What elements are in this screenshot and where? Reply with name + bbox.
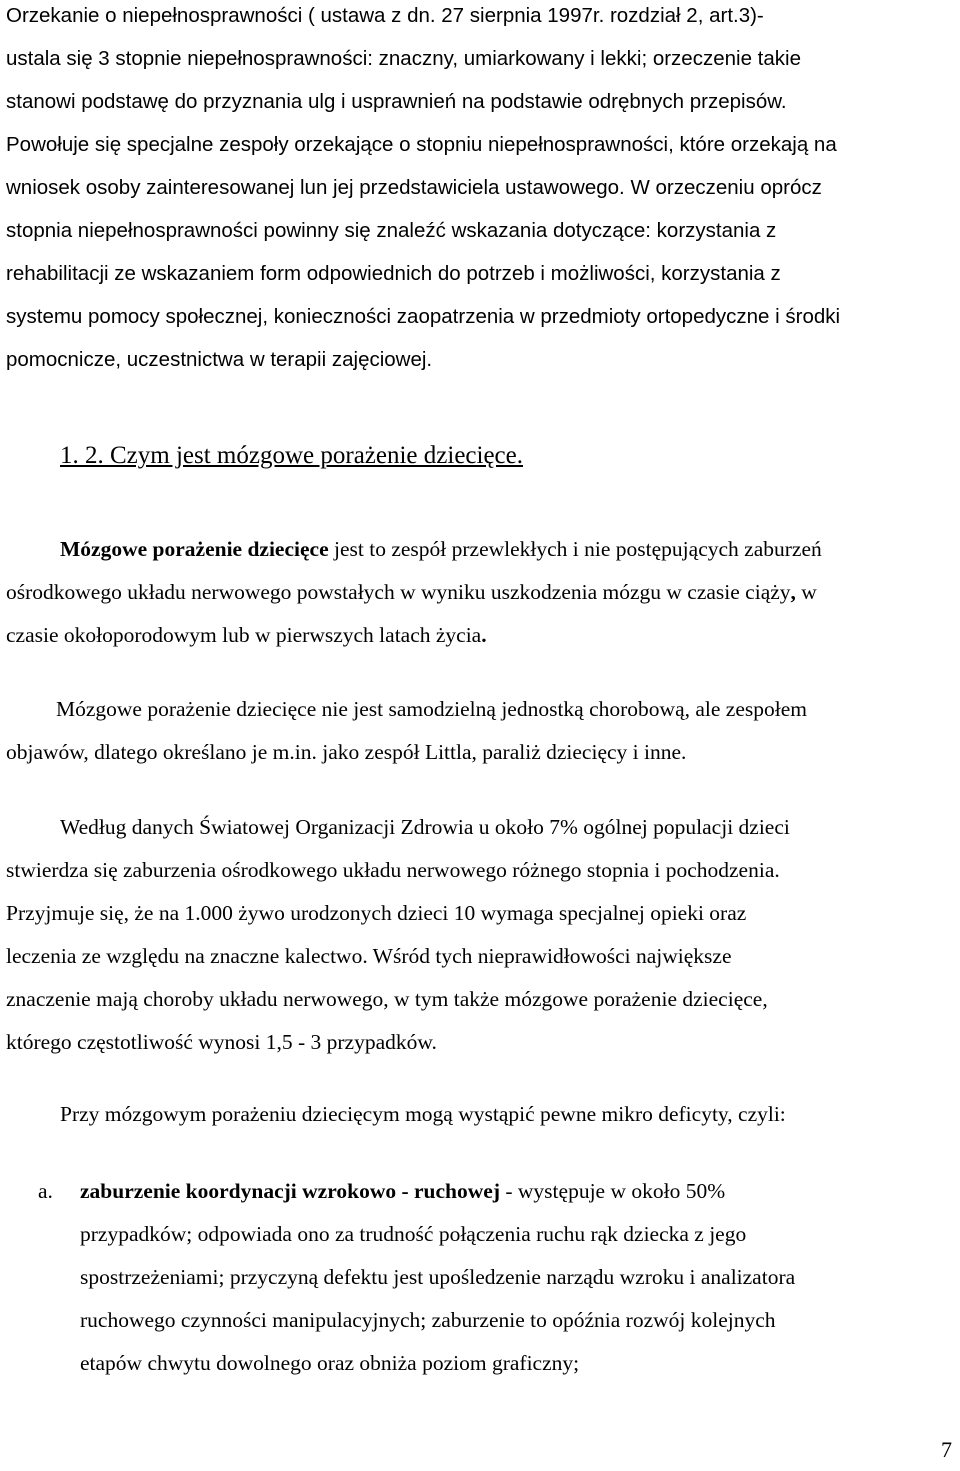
list-item — [38, 1170, 958, 1385]
text-line: ruchowego czynności manipulacyjnych; zaburzenie to opóźnia rozwój kolejnych — [80, 1308, 776, 1332]
text-line: Mózgowe porażenie dziecięce nie jest samodzielną jednostką chorobową, ale zespołem — [56, 697, 807, 721]
text-line: stopnia niepełnosprawności powinny się znaleźć wskazania dotyczące: korzystania z — [6, 219, 777, 242]
bold-punctuation: , — [790, 580, 796, 604]
text-line: Powołuje się specjalne zespoły orzekające o stopniu niepełnosprawności, które orzekają na — [6, 133, 837, 156]
text-fragment: jest to zespół przewlekłych i nie postępujących zaburzeń — [328, 537, 822, 561]
text-line: stanowi podstawę do przyznania ulg i usprawnień na podstawie odrębnych przepisów. — [6, 90, 787, 113]
text-line — [6, 528, 956, 571]
text-line: ustala się 3 stopnie niepełnosprawności: znaczny, umiarkowany i lekki; orzeczenie takie — [6, 47, 801, 70]
text-line — [80, 1170, 958, 1213]
text-fragment: w — [795, 580, 817, 604]
text-line: etapów chwytu dowolnego oraz obniża poziom graficzny; — [80, 1351, 580, 1375]
section-heading: 1. 2. Czym jest mózgowe porażenie dziecięce. — [60, 442, 524, 469]
text-line: rehabilitacji ze wskazaniem form odpowiednich do potrzeb i możliwości, korzystania z — [6, 262, 781, 285]
text-line: przypadków; odpowiada ono za trudność połączenia ruchu rąk dziecka z jego — [80, 1222, 747, 1246]
text-line: znaczenie mają choroby układu nerwowego, w tym także mózgowe porażenie dziecięce, — [6, 987, 768, 1011]
text-line: spostrzeżeniami; przyczyną defektu jest upośledzenie narządu wzroku i analizatora — [80, 1265, 796, 1289]
deficits-intro — [6, 1093, 956, 1136]
page-number: 7 — [941, 1437, 952, 1462]
who-paragraph — [6, 806, 956, 1064]
list-term: zaburzenie koordynacji wzrokowo - ruchowej — [80, 1179, 500, 1203]
list-item-text — [80, 1170, 958, 1385]
defined-term: Mózgowe porażenie dziecięce — [60, 537, 329, 561]
text-line: pomocnicze, uczestnictwa w terapii zajęciowej. — [6, 348, 433, 371]
text-line: systemu pomocy społecznej, konieczności zaopatrzenia w przedmioty ortopedyczne i środki — [6, 305, 841, 328]
syndrome-paragraph — [6, 688, 956, 774]
text-line: Według danych Światowej Organizacji Zdrowia u około 7% ogólnej populacji dzieci — [60, 815, 790, 839]
list-marker: a. — [38, 1179, 53, 1203]
intro-paragraph — [6, 0, 956, 381]
text-line: którego częstotliwość wynosi 1,5 - 3 przypadków. — [6, 1030, 437, 1054]
definition-paragraph — [6, 528, 956, 657]
bold-punctuation: . — [481, 623, 487, 647]
text-line: Przyjmuje się, że na 1.000 żywo urodzonych dzieci 10 wymaga specjalnej opieki oraz — [6, 901, 747, 925]
deficits-list — [38, 1170, 958, 1385]
text-line: stwierdza się zaburzenia ośrodkowego układu nerwowego różnego stopnia i pochodzenia. — [6, 858, 780, 882]
text-fragment: czasie okołoporodowym lub w pierwszych latach życia — [6, 623, 482, 647]
text-line — [6, 614, 956, 657]
text-line: wniosek osoby zainteresowanej lun jej przedstawiciela ustawowego. W orzeczeniu oprócz — [6, 176, 822, 199]
text-line: Przy mózgowym porażeniu dziecięcym mogą wystąpić pewne mikro deficyty, czyli: — [60, 1102, 786, 1126]
text-line: leczenia ze względu na znaczne kalectwo. Wśród tych nieprawidłowości największe — [6, 944, 732, 968]
text-fragment: - występuje w około 50% — [500, 1179, 726, 1203]
text-line: Orzekanie o niepełnosprawności ( ustawa z dn. 27 sierpnia 1997r. rozdział 2, art.3)- — [6, 4, 764, 27]
text-line: objawów, dlatego określano je m.in. jako zespół Littla, paraliż dziecięcy i inne. — [6, 740, 687, 764]
text-line — [6, 571, 956, 614]
text-fragment: ośrodkowego układu nerwowego powstałych w wyniku uszkodzenia mózgu w czasie ciąży — [6, 580, 791, 604]
